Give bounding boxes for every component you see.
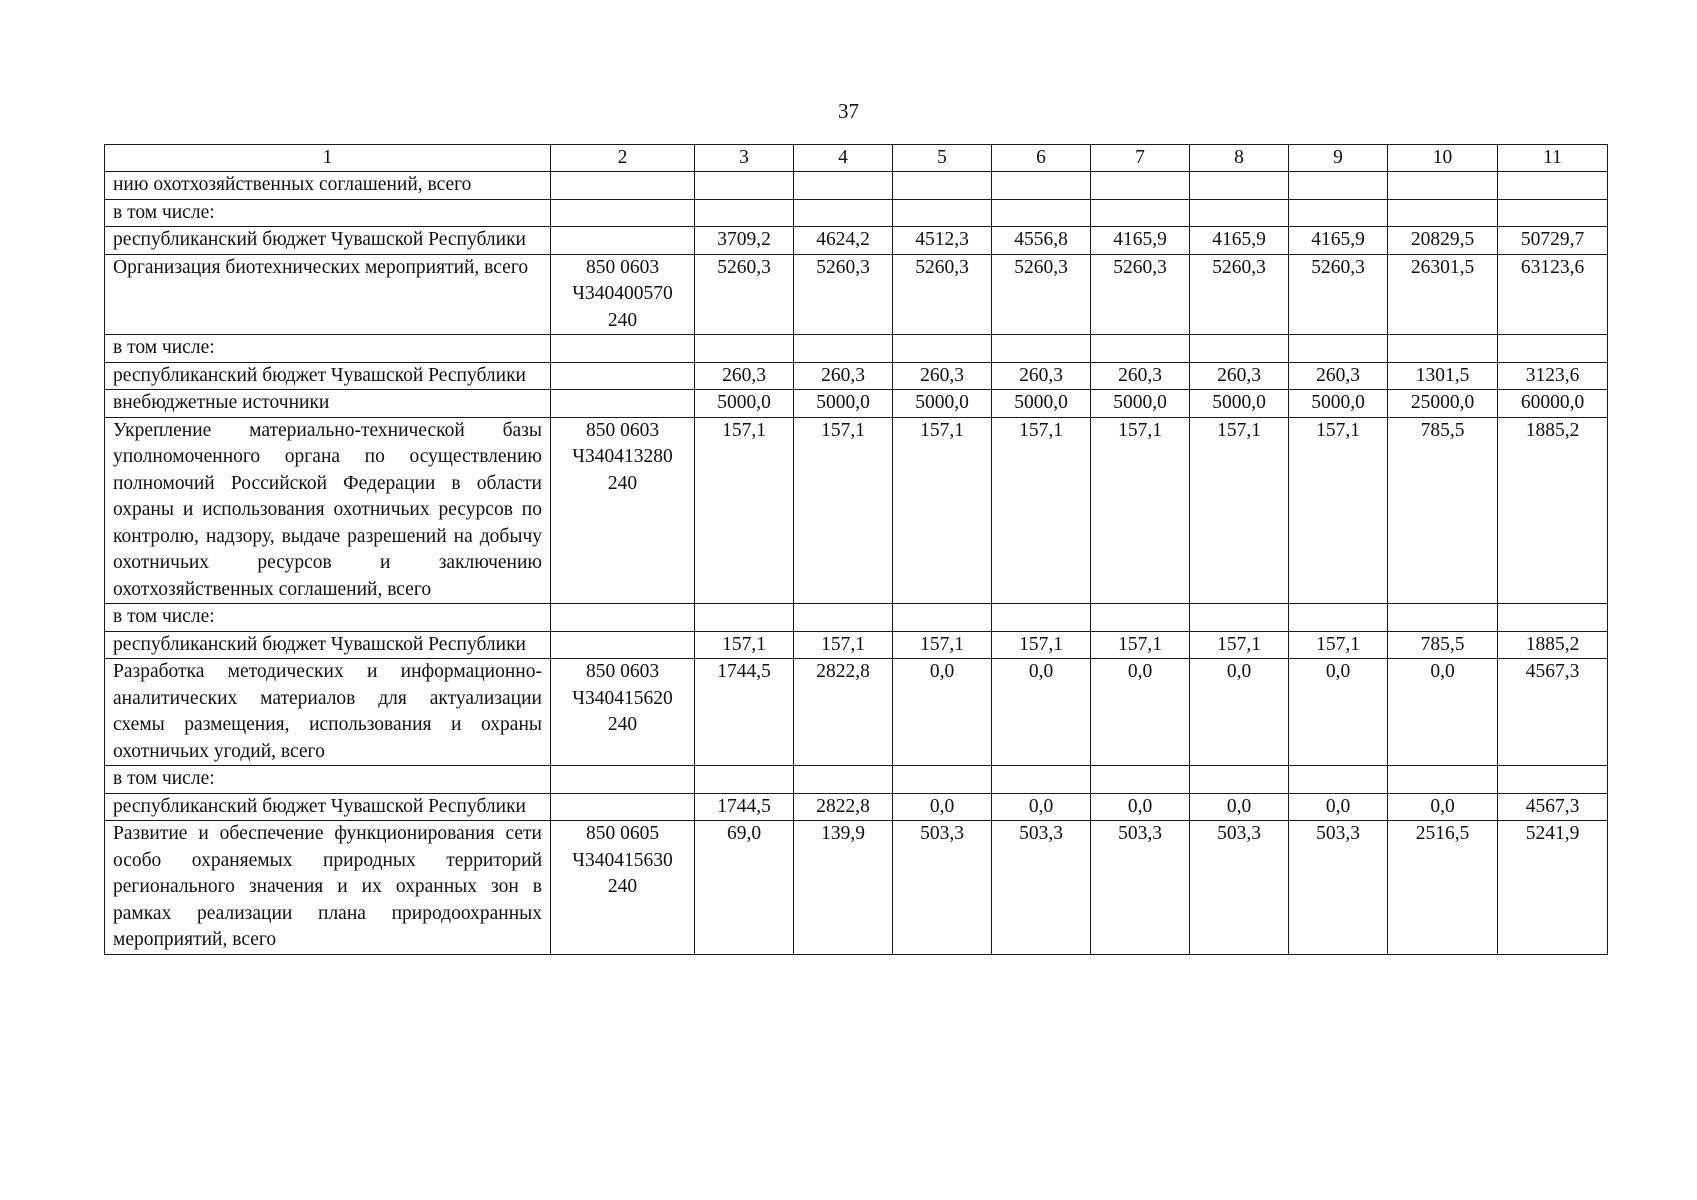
- value-cell-col-7: [1091, 335, 1190, 363]
- value-cell-col-3: 1744,5: [695, 793, 794, 821]
- value-cell-col-9: [1289, 766, 1388, 794]
- value-cell-col-4: 157,1: [794, 631, 893, 659]
- value-cell-col-3: 5000,0: [695, 390, 794, 418]
- value-cell-col-11: [1498, 199, 1608, 227]
- value-cell-col-7: 5260,3: [1091, 254, 1190, 335]
- value-cell-col-3: [695, 335, 794, 363]
- value-cell-col-6: 503,3: [992, 821, 1091, 955]
- column-header-10: 10: [1388, 145, 1498, 172]
- budget-code-cell: [551, 172, 695, 200]
- value-cell-col-6: 0,0: [992, 659, 1091, 766]
- budget-code-cell: [551, 390, 695, 418]
- value-cell-col-11: 60000,0: [1498, 390, 1608, 418]
- budget-code-cell: [551, 766, 695, 794]
- row-name-cell: Развитие и обеспечение функционирования сети особо охраняемых природных территорий регионального значения и их охранных зон в рамках реализации плана природоохранных мероприятий, всего: [105, 821, 551, 955]
- value-cell-col-3: 260,3: [695, 362, 794, 390]
- value-cell-col-3: 1744,5: [695, 659, 794, 766]
- value-cell-col-8: [1190, 172, 1289, 200]
- value-cell-col-5: [893, 766, 992, 794]
- value-cell-col-5: [893, 604, 992, 632]
- column-header-4: 4: [794, 145, 893, 172]
- value-cell-col-3: 5260,3: [695, 254, 794, 335]
- value-cell-col-4: [794, 766, 893, 794]
- value-cell-col-5: 4512,3: [893, 227, 992, 255]
- value-cell-col-11: 5241,9: [1498, 821, 1608, 955]
- value-cell-col-9: 157,1: [1289, 417, 1388, 604]
- value-cell-col-11: [1498, 604, 1608, 632]
- value-cell-col-5: 157,1: [893, 417, 992, 604]
- row-name-cell: республиканский бюджет Чувашской Республики: [105, 631, 551, 659]
- value-cell-col-9: [1289, 199, 1388, 227]
- budget-code-cell: [551, 335, 695, 363]
- budget-code-line: Ч340415620: [572, 687, 673, 709]
- value-cell-col-8: 4165,9: [1190, 227, 1289, 255]
- row-name-cell: Организация биотехнических мероприятий, всего: [105, 254, 551, 335]
- column-header-6: 6: [992, 145, 1091, 172]
- value-cell-col-7: 157,1: [1091, 417, 1190, 604]
- value-cell-col-9: [1289, 604, 1388, 632]
- value-cell-col-10: 0,0: [1388, 793, 1498, 821]
- value-cell-col-7: 0,0: [1091, 793, 1190, 821]
- table-row: [105, 659, 1608, 766]
- value-cell-col-10: 25000,0: [1388, 390, 1498, 418]
- budget-code-line: 240: [607, 714, 638, 735]
- value-cell-col-3: [695, 766, 794, 794]
- budget-code-line: 850 0603: [585, 256, 660, 278]
- value-cell-col-10: 26301,5: [1388, 254, 1498, 335]
- value-cell-col-10: 20829,5: [1388, 227, 1498, 255]
- value-cell-col-11: [1498, 172, 1608, 200]
- table-row: [105, 604, 1608, 632]
- value-cell-col-7: [1091, 604, 1190, 632]
- table-row: [105, 390, 1608, 418]
- value-cell-col-11: 3123,6: [1498, 362, 1608, 390]
- value-cell-col-9: 5000,0: [1289, 390, 1388, 418]
- value-cell-col-11: 4567,3: [1498, 659, 1608, 766]
- value-cell-col-9: 0,0: [1289, 659, 1388, 766]
- value-cell-col-10: [1388, 766, 1498, 794]
- value-cell-col-4: 5260,3: [794, 254, 893, 335]
- value-cell-col-7: 5000,0: [1091, 390, 1190, 418]
- table-row: [105, 821, 1608, 955]
- value-cell-col-6: 0,0: [992, 793, 1091, 821]
- row-name-cell: республиканский бюджет Чувашской Республики: [105, 227, 551, 255]
- value-cell-col-9: [1289, 172, 1388, 200]
- value-cell-col-6: [992, 335, 1091, 363]
- table-row: [105, 254, 1608, 335]
- value-cell-col-3: 157,1: [695, 417, 794, 604]
- value-cell-col-5: [893, 172, 992, 200]
- budget-code-line: 850 0603: [585, 419, 660, 441]
- value-cell-col-10: 785,5: [1388, 631, 1498, 659]
- value-cell-col-7: [1091, 199, 1190, 227]
- value-cell-col-6: 157,1: [992, 417, 1091, 604]
- value-cell-col-5: 0,0: [893, 793, 992, 821]
- page-number: 37: [838, 99, 859, 123]
- value-cell-col-5: [893, 199, 992, 227]
- row-name-cell: в том числе:: [105, 766, 551, 794]
- table-row: [105, 335, 1608, 363]
- row-name-cell: Укрепление материально-технической базы уполномоченного органа по осуществлению полномочий Российской Федерации в области охраны и использования охотничьих ресурсов по контролю, надзору, выдаче разрешений на добычу охотничьих ресурсов и заключению охотхозяйственных соглашений, всего: [105, 417, 551, 604]
- budget-code-line: Ч340415630: [572, 849, 673, 871]
- column-header-11: 11: [1498, 145, 1608, 172]
- value-cell-col-9: 5260,3: [1289, 254, 1388, 335]
- value-cell-col-5: 5260,3: [893, 254, 992, 335]
- budget-code-cell: [551, 227, 695, 255]
- value-cell-col-7: [1091, 172, 1190, 200]
- budget-code-cell: [551, 659, 695, 766]
- value-cell-col-4: 260,3: [794, 362, 893, 390]
- value-cell-col-5: 503,3: [893, 821, 992, 955]
- table-row: [105, 227, 1608, 255]
- value-cell-col-11: [1498, 766, 1608, 794]
- value-cell-col-11: 1885,2: [1498, 417, 1608, 604]
- value-cell-col-8: 157,1: [1190, 417, 1289, 604]
- value-cell-col-8: [1190, 199, 1289, 227]
- budget-code-cell: [551, 417, 695, 604]
- budget-code-line: Ч340400570: [572, 283, 673, 304]
- value-cell-col-4: [794, 172, 893, 200]
- value-cell-col-6: [992, 172, 1091, 200]
- value-cell-col-7: 157,1: [1091, 631, 1190, 659]
- value-cell-col-9: 4165,9: [1289, 227, 1388, 255]
- value-cell-col-4: 139,9: [794, 821, 893, 955]
- value-cell-col-7: 4165,9: [1091, 227, 1190, 255]
- value-cell-col-10: [1388, 199, 1498, 227]
- value-cell-col-9: 0,0: [1289, 793, 1388, 821]
- header-row: [105, 145, 1608, 172]
- budget-code-line: 240: [607, 309, 638, 331]
- column-header-9: 9: [1289, 145, 1388, 172]
- value-cell-col-10: [1388, 172, 1498, 200]
- value-cell-col-5: [893, 335, 992, 363]
- column-header-3: 3: [695, 145, 794, 172]
- value-cell-col-11: 50729,7: [1498, 227, 1608, 255]
- value-cell-col-10: 0,0: [1388, 659, 1498, 766]
- value-cell-col-10: 1301,5: [1388, 362, 1498, 390]
- table-body: [105, 172, 1608, 955]
- budget-code-cell: [551, 631, 695, 659]
- row-name-cell: в том числе:: [105, 335, 551, 363]
- value-cell-col-3: [695, 172, 794, 200]
- value-cell-col-6: [992, 766, 1091, 794]
- budget-code-line: 240: [607, 472, 638, 494]
- value-cell-col-11: [1498, 335, 1608, 363]
- table-row: [105, 199, 1608, 227]
- column-header-5: 5: [893, 145, 992, 172]
- budget-code-cell: [551, 362, 695, 390]
- row-name-cell: республиканский бюджет Чувашской Республики: [105, 362, 551, 390]
- row-name-cell: в том числе:: [105, 604, 551, 632]
- value-cell-col-3: 157,1: [695, 631, 794, 659]
- value-cell-col-8: [1190, 604, 1289, 632]
- value-cell-col-8: 157,1: [1190, 631, 1289, 659]
- value-cell-col-4: [794, 335, 893, 363]
- value-cell-col-4: [794, 199, 893, 227]
- value-cell-col-4: 4624,2: [794, 227, 893, 255]
- value-cell-col-11: 1885,2: [1498, 631, 1608, 659]
- value-cell-col-6: 4556,8: [992, 227, 1091, 255]
- budget-code-cell: [551, 793, 695, 821]
- value-cell-col-3: [695, 604, 794, 632]
- value-cell-col-11: 63123,6: [1498, 254, 1608, 335]
- value-cell-col-10: [1388, 335, 1498, 363]
- value-cell-col-4: 5000,0: [794, 390, 893, 418]
- value-cell-col-5: 5000,0: [893, 390, 992, 418]
- value-cell-col-8: 0,0: [1190, 659, 1289, 766]
- value-cell-col-3: 3709,2: [695, 227, 794, 255]
- budget-table: [104, 144, 1608, 955]
- value-cell-col-10: 785,5: [1388, 417, 1498, 604]
- value-cell-col-8: 5260,3: [1190, 254, 1289, 335]
- value-cell-col-7: 503,3: [1091, 821, 1190, 955]
- value-cell-col-9: 260,3: [1289, 362, 1388, 390]
- value-cell-col-9: 503,3: [1289, 821, 1388, 955]
- value-cell-col-4: [794, 604, 893, 632]
- value-cell-col-10: [1388, 604, 1498, 632]
- budget-code-line: 850 0603: [585, 661, 660, 682]
- value-cell-col-9: [1289, 335, 1388, 363]
- value-cell-col-6: 5260,3: [992, 254, 1091, 335]
- budget-code-cell: [551, 199, 695, 227]
- column-header-2: 2: [551, 145, 695, 172]
- table-row: [105, 766, 1608, 794]
- value-cell-col-4: 2822,8: [794, 659, 893, 766]
- table-row: [105, 417, 1608, 604]
- value-cell-col-9: 157,1: [1289, 631, 1388, 659]
- value-cell-col-6: 260,3: [992, 362, 1091, 390]
- value-cell-col-7: 0,0: [1091, 659, 1190, 766]
- value-cell-col-8: 503,3: [1190, 821, 1289, 955]
- value-cell-col-3: 69,0: [695, 821, 794, 955]
- value-cell-col-11: 4567,3: [1498, 793, 1608, 821]
- value-cell-col-5: 0,0: [893, 659, 992, 766]
- budget-code-line: 240: [607, 876, 638, 897]
- value-cell-col-6: 5000,0: [992, 390, 1091, 418]
- value-cell-col-8: 0,0: [1190, 793, 1289, 821]
- row-name-cell: Разработка методических и информационно-аналитических материалов для актуализации схемы размещения, использования и охраны охотничьих угодий, всего: [105, 659, 551, 766]
- value-cell-col-10: 2516,5: [1388, 821, 1498, 955]
- table-row: [105, 631, 1608, 659]
- table-row: [105, 793, 1608, 821]
- table-header: [105, 145, 1608, 172]
- row-name-cell: в том числе:: [105, 199, 551, 227]
- row-name-cell: нию охотхозяйственных соглашений, всего: [105, 172, 551, 200]
- value-cell-col-6: [992, 199, 1091, 227]
- column-header-7: 7: [1091, 145, 1190, 172]
- value-cell-col-4: 157,1: [794, 417, 893, 604]
- budget-code-cell: [551, 254, 695, 335]
- budget-code-line: 850 0605: [585, 823, 660, 844]
- value-cell-col-8: [1190, 766, 1289, 794]
- value-cell-col-5: 157,1: [893, 631, 992, 659]
- row-name-cell: республиканский бюджет Чувашской Республики: [105, 793, 551, 821]
- value-cell-col-8: 5000,0: [1190, 390, 1289, 418]
- value-cell-col-7: 260,3: [1091, 362, 1190, 390]
- value-cell-col-8: [1190, 335, 1289, 363]
- row-name-cell: внебюджетные источники: [105, 390, 551, 418]
- budget-code-line: Ч340413280: [572, 446, 673, 467]
- value-cell-col-8: 260,3: [1190, 362, 1289, 390]
- table-row: [105, 362, 1608, 390]
- column-header-1: 1: [105, 145, 551, 172]
- budget-code-cell: [551, 604, 695, 632]
- value-cell-col-3: [695, 199, 794, 227]
- value-cell-col-6: 157,1: [992, 631, 1091, 659]
- value-cell-col-6: [992, 604, 1091, 632]
- value-cell-col-5: 260,3: [893, 362, 992, 390]
- budget-code-cell: [551, 821, 695, 955]
- column-header-8: 8: [1190, 145, 1289, 172]
- value-cell-col-4: 2822,8: [794, 793, 893, 821]
- value-cell-col-7: [1091, 766, 1190, 794]
- table-row: [105, 172, 1608, 200]
